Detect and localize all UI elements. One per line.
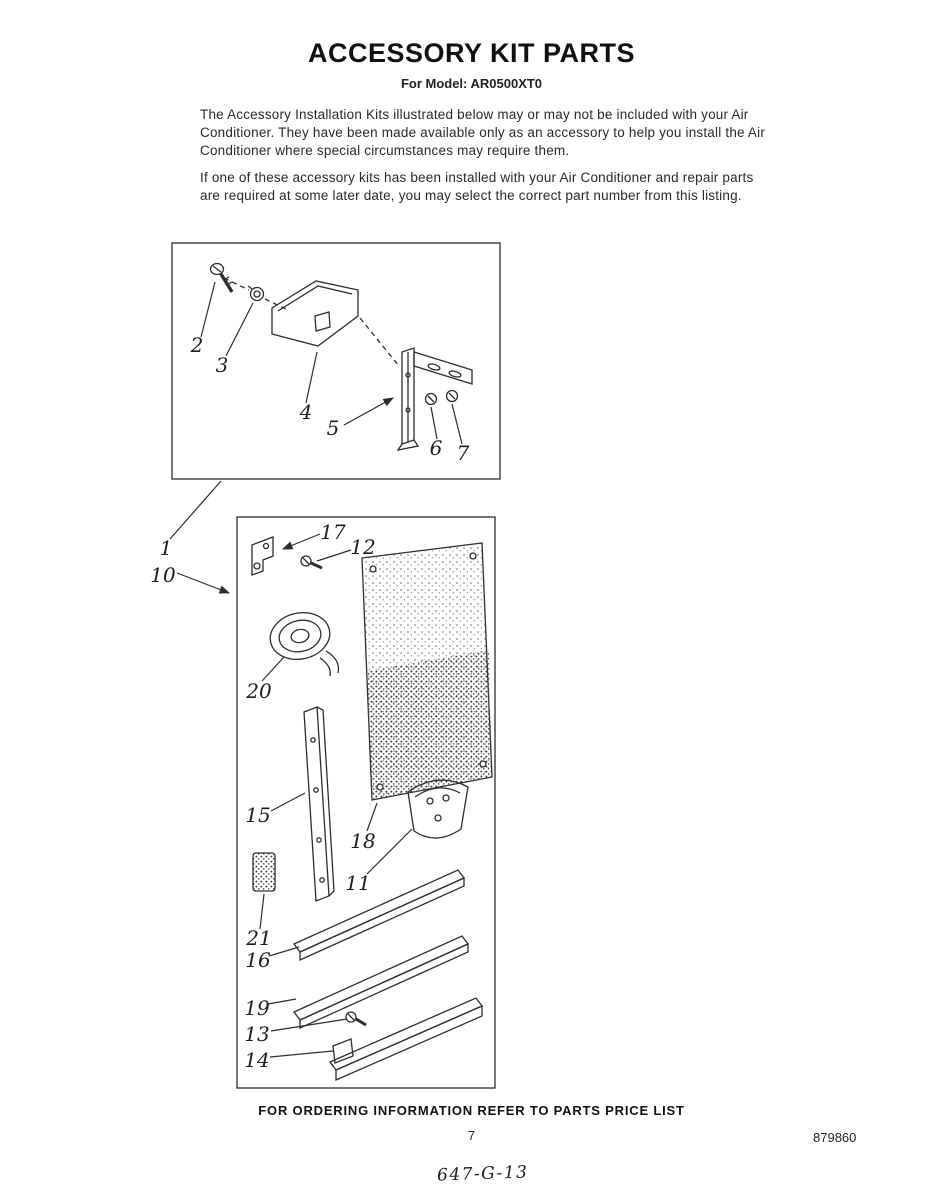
seal-roll-part-20 [266,607,334,664]
intro-paragraph-1: The Accessory Installation Kits illustrated below may or may not be included with your Air Conditioner. They have been made available only as an accessory to help you install the Air Conditioner where special circumstances may require them. [200,107,766,159]
intro-paragraph-2: If one of these accessory kits has been installed with your Air Conditioner and repair parts are required at some later date, you may select the correct part number from this listing. [200,170,754,204]
nut-part-3 [248,286,264,301]
page-header [0,38,943,91]
callout-3: 3 [215,353,229,377]
callout-18: 18 [350,829,376,853]
callout-4: 4 [299,400,313,424]
seal-roll-end [326,651,339,673]
callout-5: 5 [326,416,340,440]
page-title: ACCESSORY KIT PARTS [307,38,636,68]
angle-bracket-part-17 [252,537,273,575]
bar-part-19 [294,936,468,1028]
callout-19: 19 [244,996,270,1020]
callout-13: 13 [244,1022,270,1046]
screw-part-6 [426,394,437,405]
assembly-dash-3 [360,318,399,366]
intro-text [200,106,767,214]
callout-11: 11 [345,871,371,895]
panel-part-18 [362,543,492,800]
seal-roll-end-2 [320,658,330,676]
callout-6: 6 [429,436,443,460]
channel-bar-part-14 [330,998,482,1080]
callout-16: 16 [245,948,271,972]
callout-12: 12 [350,535,376,559]
screw-part-12 [301,556,322,568]
screw-part-13 [346,1012,366,1025]
page-number: 7 [467,1128,476,1143]
plate-code: 647-G-13 [436,1162,529,1186]
callout-21: 21 [246,926,272,950]
model-subtitle: For Model: AR0500XT0 [400,76,543,91]
callout-2: 2 [190,333,204,357]
channel-strip-part-15 [304,707,334,901]
callout-14: 14 [244,1048,270,1072]
callout-10: 10 [150,563,176,587]
support-bracket-part-5 [398,348,472,450]
callout-20: 20 [246,679,272,703]
callout-15: 15 [245,803,271,827]
cover-plate-part-4 [272,281,358,346]
gasket-block-part-21 [253,853,275,891]
callout-1: 1 [159,536,173,560]
callout-17: 17 [320,520,346,544]
footer-note: FOR ORDERING INFORMATION REFER TO PARTS PRICE LIST [258,1103,685,1118]
screw-part-7 [447,391,458,402]
callout-7: 7 [456,441,470,465]
doc-number: 879860 [813,1130,857,1145]
